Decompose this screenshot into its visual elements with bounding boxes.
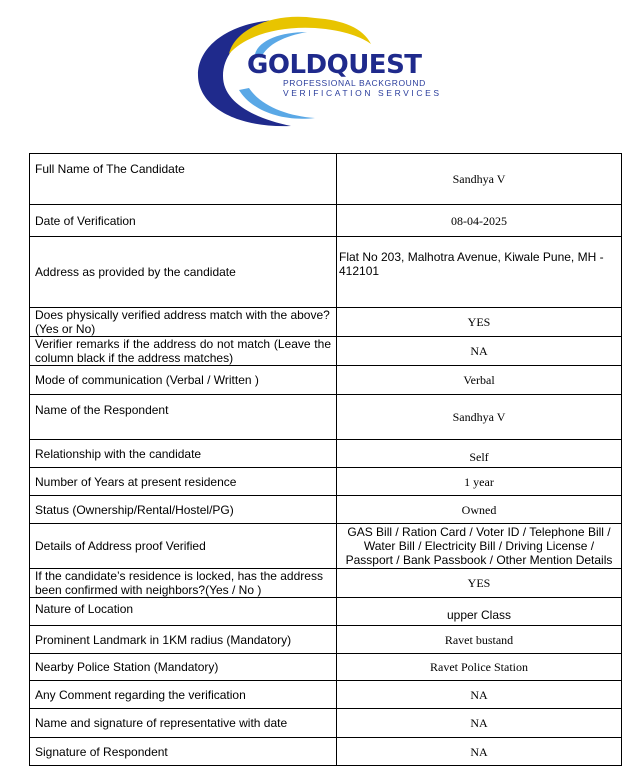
row-label-address: Address as provided by the candidate — [30, 237, 337, 308]
table-row — [30, 468, 622, 496]
row-label-status: Status (Ownership/Rental/Hostel/PG) — [30, 496, 337, 524]
row-value-police-station: Ravet Police Station — [337, 654, 622, 681]
table-row — [30, 569, 622, 598]
row-value-address-proof: GAS Bill / Ration Card / Voter ID / Telephone Bill / Water Bill / Electricity Bill / Driving License / Passport / Bank Passbook / Other Mention Details — [337, 524, 622, 569]
table-row — [30, 308, 622, 337]
table-row — [30, 654, 622, 681]
table-row — [30, 366, 622, 395]
row-value-nature-location: upper Class — [337, 598, 622, 626]
row-value-respondent-signature: NA — [337, 738, 622, 766]
logo-wordmark: GOLDQUEST — [247, 50, 422, 80]
row-value-landmark: Ravet bustand — [337, 626, 622, 654]
row-label-respondent: Name of the Respondent — [30, 395, 337, 440]
table-row — [30, 395, 622, 440]
table-row — [30, 496, 622, 524]
row-label-comment: Any Comment regarding the verification — [30, 681, 337, 709]
table-row — [30, 524, 622, 569]
row-label-full-name: Full Name of The Candidate — [30, 154, 337, 205]
logo-tagline-2: VERIFICATION SERVICES — [283, 88, 442, 98]
table-row — [30, 738, 622, 766]
table-row — [30, 681, 622, 709]
row-label-landmark: Prominent Landmark in 1KM radius (Mandatory) — [30, 626, 337, 654]
row-label-address-proof: Details of Address proof Verified — [30, 524, 337, 569]
row-label-respondent-signature: Signature of Respondent — [30, 738, 337, 766]
table-row — [30, 154, 622, 205]
table-row — [30, 626, 622, 654]
row-value-representative: NA — [337, 709, 622, 738]
row-value-status: Owned — [337, 496, 622, 524]
row-value-comment: NA — [337, 681, 622, 709]
row-label-relationship: Relationship with the candidate — [30, 440, 337, 468]
row-value-verifier-remarks: NA — [337, 337, 622, 366]
table-row — [30, 440, 622, 468]
table-row — [30, 598, 622, 626]
row-value-locked-residence: YES — [337, 569, 622, 598]
row-label-years: Number of Years at present residence — [30, 468, 337, 496]
row-value-date: 08-04-2025 — [337, 205, 622, 237]
row-value-years: 1 year — [337, 468, 622, 496]
row-value-respondent: Sandhya V — [337, 395, 622, 440]
row-value-address: Flat No 203, Malhotra Avenue, Kiwale Pune, MH - 412101 — [337, 237, 622, 308]
row-label-locked-residence: If the candidate’s residence is locked, has the address been confirmed with neighbors?(Yes / No ) — [30, 569, 337, 598]
row-label-representative: Name and signature of representative with date — [30, 709, 337, 738]
row-value-relationship: Self — [337, 440, 622, 468]
row-label-mode: Mode of communication (Verbal / Written ) — [30, 366, 337, 395]
row-label-nature-location: Nature of Location — [30, 598, 337, 626]
table-row — [30, 237, 622, 308]
verification-report-table — [29, 153, 622, 766]
table-row — [30, 709, 622, 738]
table-row — [30, 205, 622, 237]
row-label-date: Date of Verification — [30, 205, 337, 237]
row-value-full-name: Sandhya V — [337, 154, 622, 205]
goldquest-logo — [195, 14, 465, 132]
row-label-address-match: Does physically verified address match with the above? (Yes or No) — [30, 308, 337, 337]
row-label-police-station: Nearby Police Station (Mandatory) — [30, 654, 337, 681]
row-value-address-match: YES — [337, 308, 622, 337]
table-row — [30, 337, 622, 366]
row-value-mode: Verbal — [337, 366, 622, 395]
logo-tagline-1: PROFESSIONAL BACKGROUND — [283, 78, 426, 88]
row-label-verifier-remarks: Verifier remarks if the address do not match (Leave the column black if the address matches) — [30, 337, 337, 366]
